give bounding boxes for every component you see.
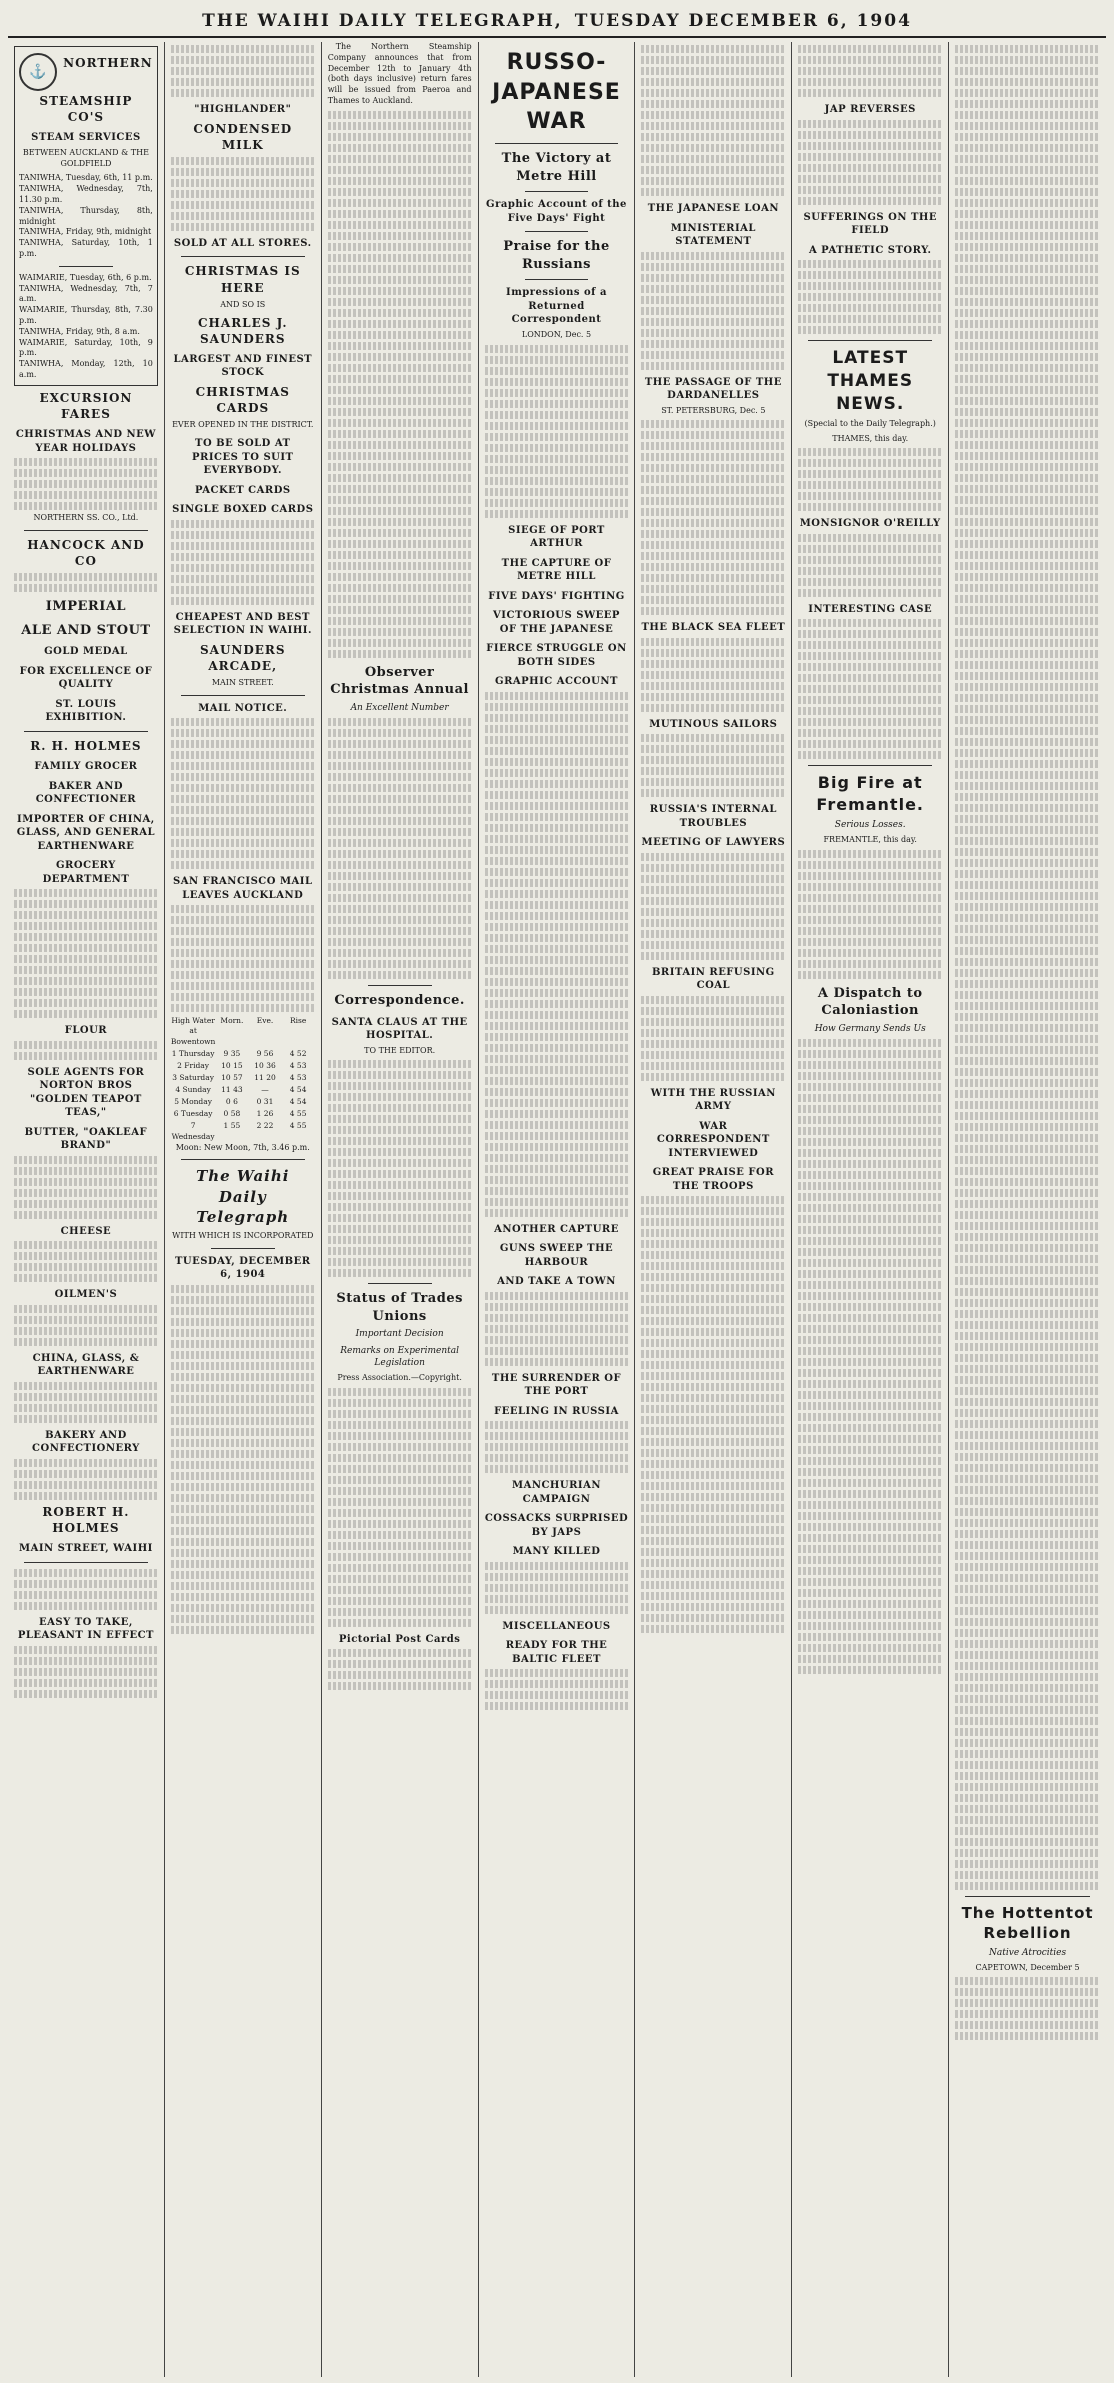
tide-cell: 1 Thursday bbox=[171, 1048, 215, 1058]
serious-losses: Serious Losses. bbox=[834, 819, 906, 830]
text-filler bbox=[485, 1562, 629, 1614]
baltic-fleet: READY FOR THE BALTIC FLEET bbox=[505, 1640, 608, 1665]
fire-fremantle: Big Fire at Fremantle. bbox=[816, 773, 924, 814]
text-filler bbox=[485, 345, 629, 518]
london-dateline: LONDON, Dec. 5 bbox=[521, 329, 592, 339]
text-filler bbox=[171, 905, 315, 1012]
tide-cell: 3 Saturday bbox=[172, 1072, 214, 1082]
tide-cell: 9 56 bbox=[256, 1048, 274, 1058]
cheese: CHEESE bbox=[60, 1225, 112, 1237]
easy-to-take: EASY TO TAKE, PLEASANT IN EFFECT bbox=[17, 1616, 154, 1642]
tide-cell: 11 43 bbox=[221, 1085, 243, 1095]
tide-cell: 0 6 bbox=[225, 1097, 238, 1107]
cheapest: CHEAPEST AND BEST SELECTION IN WAIHI. bbox=[173, 611, 312, 637]
correspondence-heading: Correspondence. bbox=[334, 993, 465, 1009]
native-atrocities: Native Atrocities bbox=[989, 1947, 1067, 1958]
tide-cell: 1 26 bbox=[256, 1109, 274, 1119]
status-heading: Status of Trades Unions bbox=[336, 1291, 463, 1324]
text-filler bbox=[14, 1569, 158, 1610]
flour: FLOUR bbox=[64, 1025, 108, 1037]
text-filler bbox=[798, 534, 942, 597]
return-3: WAIMARIE, Thursday, 8th, 7.30 p.m. bbox=[19, 305, 153, 326]
column-3 bbox=[322, 42, 479, 2377]
tide-cell: 0 58 bbox=[223, 1109, 241, 1119]
anchor-icon: ⚓ bbox=[19, 53, 57, 91]
special-note: (Special to the Daily Telegraph.) bbox=[804, 418, 936, 428]
fremantle-dateline: FREMANTLE, this day. bbox=[823, 834, 917, 844]
sold-all-stores: SOLD AT ALL STORES. bbox=[173, 237, 312, 249]
tide-table bbox=[171, 1015, 315, 1142]
excursion-fares: EXCURSION FARES bbox=[39, 390, 133, 421]
latest-thames: LATEST THAMES NEWS. bbox=[827, 348, 914, 414]
to-editor: TO THE EDITOR. bbox=[364, 1045, 436, 1055]
gold-medal: GOLD MEDAL bbox=[44, 646, 128, 658]
sole-agents: SOLE AGENTS FOR NORTON BROS "GOLDEN TEAPOT TEAS," bbox=[27, 1066, 145, 1119]
text-filler bbox=[641, 45, 785, 196]
steam-services: STEAM SERVICES bbox=[31, 132, 141, 144]
thames-dateline: THAMES, this day. bbox=[832, 433, 909, 443]
text-filler bbox=[14, 1041, 158, 1060]
text-filler bbox=[171, 520, 315, 605]
saunders: CHARLES J. SAUNDERS bbox=[198, 315, 288, 346]
tide-cell: — bbox=[261, 1085, 269, 1095]
internal-troubles: RUSSIA'S INTERNAL TROUBLES bbox=[649, 804, 777, 829]
tide-cell: 4 54 bbox=[289, 1085, 307, 1095]
tide-head: Eve. bbox=[256, 1016, 274, 1026]
praise-heading: Praise for the Russians bbox=[503, 239, 610, 272]
text-filler bbox=[485, 692, 629, 1217]
arcade: SAUNDERS ARCADE, bbox=[199, 642, 286, 673]
siege-heading: SIEGE OF PORT ARTHUR bbox=[508, 524, 605, 550]
highlander: "HIGHLANDER" bbox=[194, 104, 292, 115]
remarks: Remarks on Experimental Legislation bbox=[340, 1345, 459, 1368]
northern-ss: NORTHERN SS. CO., Ltd. bbox=[33, 513, 139, 523]
observer-heading: Observer Christmas Annual bbox=[330, 664, 469, 698]
text-filler bbox=[328, 718, 472, 979]
text-filler bbox=[641, 638, 785, 712]
xmas-cards: CHRISTMAS CARDS bbox=[195, 384, 290, 416]
tide-cell: 5 Monday bbox=[174, 1097, 212, 1107]
sailing-5: TANIWHA, Saturday, 10th, 1 p.m. bbox=[19, 238, 153, 259]
black-sea: THE BLACK SEA FLEET bbox=[641, 622, 786, 634]
column-6 bbox=[792, 42, 949, 2377]
tide-cell: 4 55 bbox=[289, 1121, 307, 1131]
lawyers: MEETING OF LAWYERS bbox=[641, 837, 786, 849]
text-filler bbox=[14, 1459, 158, 1500]
text-filler bbox=[798, 448, 942, 511]
tide-head: Rise bbox=[289, 1016, 307, 1026]
return-2: TANIWHA, Wednesday, 7th, 7 a.m. bbox=[19, 283, 153, 304]
text-filler bbox=[485, 1421, 629, 1473]
ale-stout: ALE AND STOUT bbox=[21, 622, 151, 638]
bakery: BAKERY AND CONFECTIONERY bbox=[32, 1429, 140, 1455]
observer-sub: An Excellent Number bbox=[350, 702, 449, 713]
text-filler bbox=[171, 1285, 315, 1634]
northern-notice: The Northern Steamship Company announces that from December 12th to January 4th (both days inclusive) return fares will be issued from Paeroa and Thames to Auckland. bbox=[327, 42, 472, 105]
condensed-milk: CONDENSED MILK bbox=[193, 121, 293, 152]
dardanelles: THE PASSAGE OF THE DARDANELLES bbox=[644, 376, 782, 401]
ever-opened: EVER OPENED IN THE DISTRICT. bbox=[172, 420, 314, 430]
sailing-4: TANIWHA, Friday, 9th, midnight bbox=[19, 227, 152, 237]
text-filler bbox=[955, 1977, 1100, 2040]
tide-cell: 1 55 bbox=[223, 1121, 241, 1131]
text-filler bbox=[641, 996, 785, 1081]
steamship-ad bbox=[14, 46, 158, 386]
route: BETWEEN AUCKLAND & THE GOLDFIELD bbox=[22, 147, 149, 168]
text-filler bbox=[14, 458, 158, 510]
tide-cell: 4 Sunday bbox=[175, 1085, 211, 1095]
sufferings: SUFFERINGS ON THE FIELD bbox=[803, 211, 937, 236]
text-filler bbox=[328, 1060, 472, 1277]
mail-notice: MAIL NOTICE. bbox=[198, 702, 288, 714]
text-filler bbox=[328, 111, 472, 658]
column-1 bbox=[8, 42, 165, 2377]
return-1: WAIMARIE, Tuesday, 6th, 6 p.m. bbox=[19, 272, 152, 282]
tide-cell: 2 22 bbox=[256, 1121, 274, 1131]
text-filler bbox=[328, 1649, 472, 1690]
correspondent-interviewed: WAR CORRESPONDENT INTERVIEWED bbox=[656, 1120, 770, 1159]
text-filler bbox=[14, 889, 158, 1018]
tide-cell: 11 20 bbox=[254, 1072, 276, 1082]
tide-head: High Water at Bowentown bbox=[170, 1016, 216, 1046]
and-so-is: AND SO IS bbox=[220, 299, 266, 309]
tide-cell: 4 53 bbox=[289, 1060, 307, 1070]
five-days: FIVE DAYS' FIGHTING bbox=[488, 590, 625, 602]
guns-sweep: GUNS SWEEP THE HARBOUR bbox=[499, 1243, 614, 1268]
war-banner: RUSSO-JAPANESE WAR bbox=[492, 50, 621, 135]
main-st: MAIN STREET. bbox=[211, 677, 274, 687]
hancock: HANCOCK AND CO bbox=[27, 537, 145, 569]
text-filler bbox=[641, 734, 785, 797]
press-assoc: Press Association.—Copyright. bbox=[337, 1372, 462, 1382]
masthead bbox=[8, 6, 1106, 38]
paper-title: THE WAIHI DAILY TELEGRAPH, bbox=[202, 11, 563, 31]
packet-cards: PACKET CARDS bbox=[194, 484, 291, 496]
text-filler bbox=[798, 1039, 942, 1674]
postcards-heading: Pictorial Post Cards bbox=[338, 1633, 461, 1645]
tide-cell: 7 Wednesday bbox=[171, 1121, 215, 1141]
another-capture: ANOTHER CAPTURE bbox=[494, 1223, 619, 1235]
graphic-account: GRAPHIC ACCOUNT bbox=[495, 676, 618, 688]
impressions-heading: Impressions of a Returned Correspondent bbox=[506, 287, 607, 326]
graphic-heading: Graphic Account of the Five Days' Fight bbox=[486, 199, 627, 224]
mutinous: MUTINOUS SAILORS bbox=[649, 718, 778, 730]
text-filler bbox=[14, 1156, 158, 1219]
text-filler bbox=[798, 260, 942, 334]
tide-cell: 10 15 bbox=[221, 1060, 243, 1070]
text-filler bbox=[485, 1292, 629, 1366]
germany-sub: How Germany Sends Us bbox=[814, 1023, 926, 1034]
china-importer: IMPORTER OF CHINA, GLASS, AND GENERAL EARTHENWARE bbox=[16, 813, 156, 852]
text-filler bbox=[641, 252, 785, 370]
capture-heading: THE CAPTURE OF METRE HILL bbox=[501, 557, 612, 583]
feeling-russia: FEELING IN RUSSIA bbox=[494, 1405, 619, 1417]
jap-reverses: JAP REVERSES bbox=[824, 104, 916, 115]
tide-cell: 10 57 bbox=[221, 1072, 243, 1082]
steam-company: NORTHERN STEAMSHIP CO'S bbox=[39, 56, 153, 125]
return-6: TANIWHA, Monday, 12th, 10 a.m. bbox=[19, 359, 153, 380]
text-filler bbox=[485, 1669, 629, 1710]
text-filler bbox=[14, 1382, 158, 1423]
family-grocer: FAMILY GROCER bbox=[34, 761, 138, 773]
tide-cell: 10 36 bbox=[254, 1060, 276, 1070]
column-7 bbox=[949, 42, 1106, 2377]
sailing-2: TANIWHA, Wednesday, 7th, 11.30 p.m. bbox=[19, 184, 153, 205]
text-filler bbox=[14, 1305, 158, 1346]
baker: BAKER AND CONFECTIONER bbox=[35, 780, 137, 806]
tide-cell: 6 Tuesday bbox=[173, 1109, 213, 1119]
manchurian: MANCHURIAN CAMPAIGN bbox=[512, 1480, 601, 1505]
tide-cell: 4 54 bbox=[289, 1097, 307, 1107]
dispatch-heading: A Dispatch to Caloniastion bbox=[817, 985, 923, 1019]
butter: BUTTER, "OAKLEAF BRAND" bbox=[24, 1126, 148, 1152]
tide-cell: 4 52 bbox=[289, 1048, 307, 1058]
quality: FOR EXCELLENCE OF QUALITY bbox=[19, 665, 153, 691]
text-filler bbox=[798, 850, 942, 979]
text-filler bbox=[641, 853, 785, 960]
single-cards: SINGLE BOXED CARDS bbox=[172, 504, 314, 516]
take-town: AND TAKE A TOWN bbox=[497, 1276, 616, 1288]
columns bbox=[8, 42, 1106, 2377]
oilmens: OILMEN'S bbox=[54, 1289, 118, 1301]
imperial: IMPERIAL bbox=[45, 599, 127, 615]
important-decision: Important Decision bbox=[355, 1329, 444, 1340]
incorporated: WITH WHICH IS INCORPORATED bbox=[172, 1231, 314, 1241]
text-filler bbox=[14, 1646, 158, 1698]
paper-name: The Waihi Daily Telegraph bbox=[196, 1167, 290, 1226]
text-filler bbox=[171, 157, 315, 231]
tide-head: Morn. bbox=[220, 1016, 244, 1026]
many-killed: MANY KILLED bbox=[512, 1546, 601, 1558]
xmas-holidays: CHRISTMAS AND NEW YEAR HOLIDAYS bbox=[15, 429, 156, 454]
tide-cell: 0 31 bbox=[256, 1097, 274, 1107]
tide-cell: 2 Friday bbox=[177, 1060, 210, 1070]
text-filler bbox=[798, 120, 942, 205]
return-5: WAIMARIE, Saturday, 10th, 9 p.m. bbox=[19, 337, 153, 358]
return-4: TANIWHA, Friday, 9th, 8 a.m. bbox=[19, 326, 140, 336]
great-praise: GREAT PRAISE FOR THE TROOPS bbox=[652, 1167, 775, 1192]
largest-stock: LARGEST AND FINEST STOCK bbox=[173, 353, 313, 379]
russian-army: WITH THE RUSSIAN ARMY bbox=[650, 1087, 776, 1113]
surrender: THE SURRENDER OF THE PORT bbox=[491, 1372, 622, 1398]
text-filler bbox=[171, 718, 315, 869]
sailing-1: TANIWHA, Tuesday, 6th, 11 p.m. bbox=[19, 173, 153, 183]
prices: TO BE SOLD AT PRICES TO SUIT EVERYBODY. bbox=[192, 438, 294, 477]
text-filler bbox=[14, 573, 158, 592]
sailing-3: TANIWHA, Thursday, 8th, midnight bbox=[19, 205, 153, 226]
santa-heading: SANTA CLAUS AT THE HOSPITAL. bbox=[331, 1016, 468, 1042]
hottentot-heading: The Hottentot Rebellion bbox=[961, 1904, 1094, 1943]
victorious-sweep: VICTORIOUS SWEEP OF THE JAPANESE bbox=[493, 610, 620, 635]
grocery-dept: GROCERY DEPARTMENT bbox=[42, 860, 130, 885]
ministerial: MINISTERIAL STATEMENT bbox=[670, 222, 756, 247]
issue-date: TUESDAY DECEMBER 6, 1904 bbox=[574, 11, 912, 31]
text-filler bbox=[955, 45, 1100, 1890]
pathetic-story: A PATHETIC STORY. bbox=[808, 244, 932, 256]
china-glass: CHINA, GLASS, & EARTHENWARE bbox=[32, 1352, 140, 1378]
text-filler bbox=[798, 45, 942, 97]
holmes-name: R. H. HOLMES bbox=[30, 738, 142, 753]
xmas-is-here: CHRISTMAS IS HERE bbox=[184, 264, 301, 295]
column-2 bbox=[165, 42, 322, 2377]
san-francisco: SAN FRANCISCO MAIL LEAVES AUCKLAND bbox=[173, 876, 313, 901]
column-5 bbox=[635, 42, 792, 2377]
text-filler bbox=[641, 1196, 785, 1633]
petersburg-dateline: ST. PETERSBURG, Dec. 5 bbox=[661, 405, 766, 415]
tide-cell: 4 55 bbox=[289, 1109, 307, 1119]
capetown-dateline: CAPETOWN, December 5 bbox=[975, 1962, 1080, 1972]
refusing-coal: BRITAIN REFUSING COAL bbox=[651, 966, 775, 992]
cossacks: COSSACKS SURPRISED BY JAPS bbox=[484, 1513, 629, 1538]
robert-holmes: ROBERT H. HOLMES bbox=[42, 1504, 130, 1535]
issue-line: TUESDAY, DECEMBER 6, 1904 bbox=[174, 1255, 311, 1281]
text-filler bbox=[14, 1241, 158, 1282]
main-street: MAIN STREET, WAIHI bbox=[19, 1543, 153, 1555]
text-filler bbox=[328, 1388, 472, 1627]
monsignor: MONSIGNOR O'REILLY bbox=[799, 518, 941, 530]
tide-cell: 9 35 bbox=[223, 1048, 241, 1058]
text-filler bbox=[171, 45, 315, 97]
victory-heading: The Victory at Metre Hill bbox=[501, 151, 612, 184]
interesting-case: INTERESTING CASE bbox=[808, 603, 933, 615]
exhibition: ST. LOUIS EXHIBITION. bbox=[45, 698, 127, 724]
column-4 bbox=[479, 42, 636, 2377]
miscellaneous: MISCELLANEOUS bbox=[502, 1620, 611, 1632]
tide-cell: 4 53 bbox=[289, 1072, 307, 1082]
japanese-loan: THE JAPANESE LOAN bbox=[647, 203, 779, 214]
text-filler bbox=[798, 619, 942, 759]
fierce-struggle: FIERCE STRUGGLE ON BOTH SIDES bbox=[486, 643, 627, 668]
moon: Moon: New Moon, 7th, 3.46 p.m. bbox=[175, 1142, 310, 1152]
text-filler bbox=[641, 420, 785, 615]
